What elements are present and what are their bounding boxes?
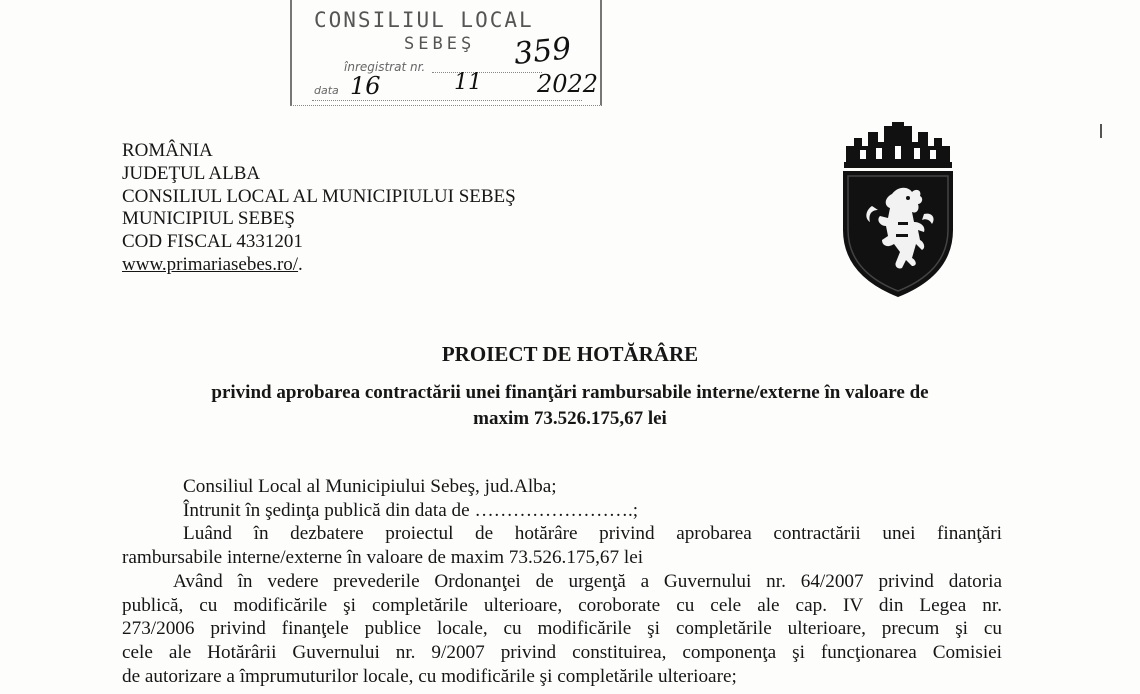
stamp-city: SEBEŞ — [404, 34, 476, 54]
stamp-date-month: 11 — [454, 70, 482, 95]
website-link[interactable]: www.primariasebes.ro/ — [122, 253, 299, 275]
paragraph-draft-line-2: rambursabile interne/externe în valoare de maxim 73.526.175,67 lei — [122, 547, 644, 569]
paragraph-legal-line-4: cele ale Hotărârii Guvernului nr. 9/2007 privind constituirea, componenţa şi funcţionarea Comisiei — [122, 641, 1002, 663]
stamp-date-year: 2022 — [537, 70, 599, 98]
subtitle-line-2: maxim 73.526.175,67 lei — [473, 408, 667, 429]
header-website-line — [122, 254, 516, 277]
stamp-institution: CONSILIUL LOCAL — [314, 8, 534, 32]
paragraph-legal-line-3: 273/2006 privind finanţele publice locale, cu modificările şi completările ulterioare, precum şi cu — [122, 618, 1002, 640]
header-country: ROMÂNIA — [122, 140, 213, 161]
paragraph-session: Întrunit în şedinţa publică din data de …………………….; — [183, 499, 639, 521]
paragraph-council: Consiliul Local al Municipiului Sebeş, jud.Alba; — [183, 476, 557, 497]
header-municipality: MUNICIPIUL SEBEŞ — [122, 208, 295, 230]
stamp-date-label: data — [314, 84, 339, 97]
document-body — [122, 475, 1002, 688]
institution-header — [122, 140, 516, 277]
stamp-registration-number: 359 — [512, 31, 573, 72]
paragraph-draft-line-1: Luând în dezbatere proiectul de hotărâre privind aprobarea contractării unei finanţări — [183, 523, 1002, 545]
website-trailing-dot: . — [298, 253, 303, 275]
paragraph-legal-line-2: publică, cu modificările şi completările ulterioare, coroborate cu cele ale cap. IV din Legea nr. — [122, 594, 1002, 616]
stamp-date-day: 16 — [350, 72, 381, 100]
paragraph-legal-line-5: de autorizare a împrumuturilor locale, cu modificările şi completările ulterioare; — [122, 665, 737, 687]
crown-icon — [844, 122, 952, 168]
header-fiscal-code: COD FISCAL 4331201 — [122, 231, 303, 253]
subtitle-line-1: privind aprobarea contractării unei finanţări rambursabile interne/externe în valoare de — [211, 382, 929, 403]
coat-of-arms-icon — [832, 118, 964, 300]
margin-mark — [1100, 124, 1102, 138]
stamp-registration-dotline — [432, 72, 542, 73]
header-council: CONSILIUL LOCAL AL MUNICIPIULUI SEBEŞ — [122, 185, 516, 207]
header-county: JUDEŢUL ALBA — [122, 162, 261, 184]
paragraph-legal-line-1: Având în vedere prevederile Ordonanţei de urgenţă a Guvernului nr. 64/2007 privind datoria — [173, 570, 1002, 592]
document-title: PROIECT DE HOTĂRÂRE — [441, 342, 699, 366]
stamp-registration-label: înregistrat nr. — [344, 60, 426, 74]
stamp-date-dotline — [312, 100, 582, 101]
document-subtitle — [0, 380, 1140, 432]
registration-stamp — [290, 0, 602, 106]
